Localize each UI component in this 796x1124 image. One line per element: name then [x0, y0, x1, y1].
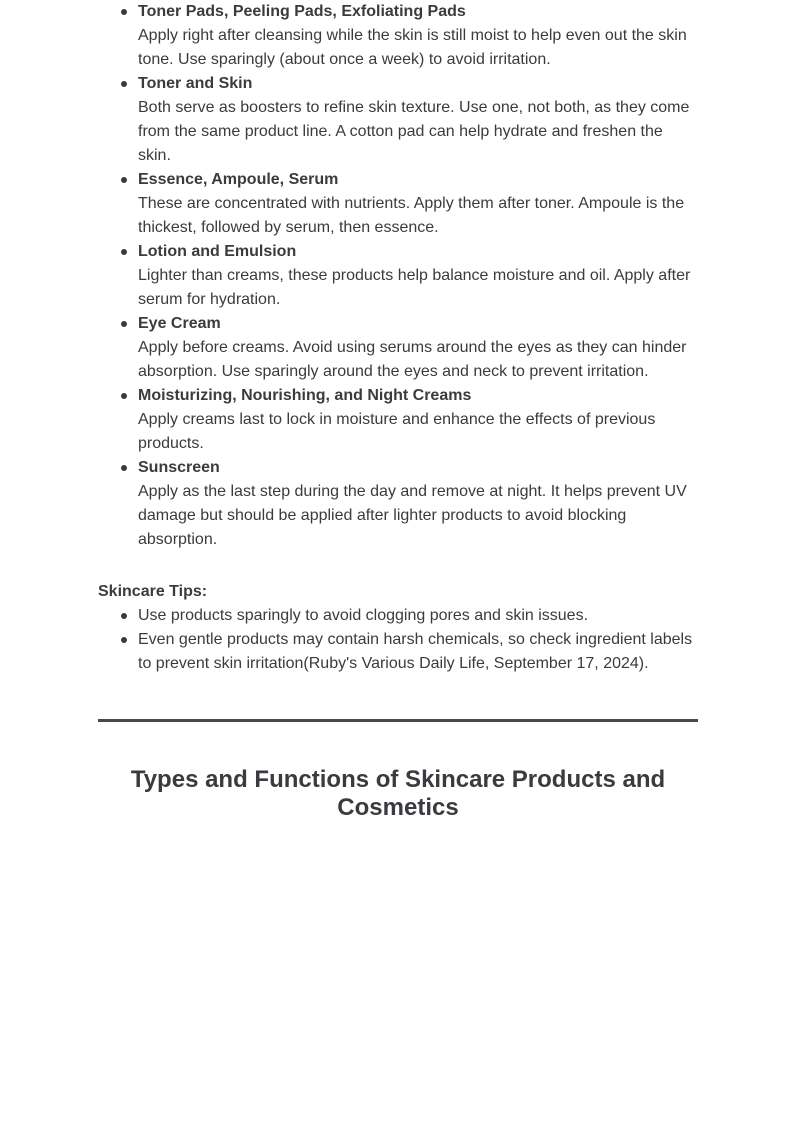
list-item: [138, 384, 698, 456]
product-title: Eye Cream: [138, 315, 221, 332]
list-item: [138, 0, 698, 72]
product-description: Apply right after cleansing while the skin is still moist to help even out the skin tone. Use sparingly (about once a week) to avoid irritation.: [138, 27, 687, 68]
product-description: Apply as the last step during the day and remove at night. It helps prevent UV damage but should be applied after lighter products to avoid blocking absorption.: [138, 483, 687, 548]
product-description: Both serve as boosters to refine skin texture. Use one, not both, as they come from the same product line. A cotton pad can help hydrate and freshen the skin.: [138, 99, 690, 164]
tip-text: Use products sparingly to avoid clogging pores and skin issues.: [138, 607, 589, 624]
product-title: Moisturizing, Nourishing, and Night Creams: [138, 387, 472, 404]
list-item: [138, 72, 698, 168]
list-item: [138, 312, 698, 384]
tip-text: Even gentle products may contain harsh chemicals, so check ingredient labels to prevent skin irritation(Ruby's Various Daily Life, September 17, 2024).: [138, 631, 693, 672]
list-item: [138, 168, 698, 240]
product-list: [98, 0, 698, 552]
product-title: Toner and Skin: [138, 75, 253, 92]
product-description: Apply before creams. Avoid using serums around the eyes as they can hinder absorption. Use sparingly around the eyes and neck to prevent irritation.: [138, 339, 687, 380]
product-description: These are concentrated with nutrients. Apply them after toner. Ampoule is the thickest, followed by serum, then essence.: [138, 195, 685, 236]
section-title: Types and Functions of Skincare Products and Cosmetics: [130, 766, 666, 821]
list-item: [138, 456, 698, 552]
document-content: [98, 0, 698, 676]
product-title: Toner Pads, Peeling Pads, Exfoliating Pads: [138, 3, 466, 20]
list-item: [138, 628, 698, 676]
section-divider: [98, 719, 698, 722]
product-title: Lotion and Emulsion: [138, 243, 297, 260]
product-title: Sunscreen: [138, 459, 220, 476]
list-item: [138, 240, 698, 312]
product-description: Lighter than creams, these products help balance moisture and oil. Apply after serum for hydration.: [138, 267, 691, 308]
tips-list: [98, 604, 698, 676]
tips-heading: Skincare Tips:: [98, 583, 208, 600]
list-item: [138, 604, 698, 628]
product-description: Apply creams last to lock in moisture and enhance the effects of previous products.: [138, 411, 656, 452]
product-title: Essence, Ampoule, Serum: [138, 171, 339, 188]
